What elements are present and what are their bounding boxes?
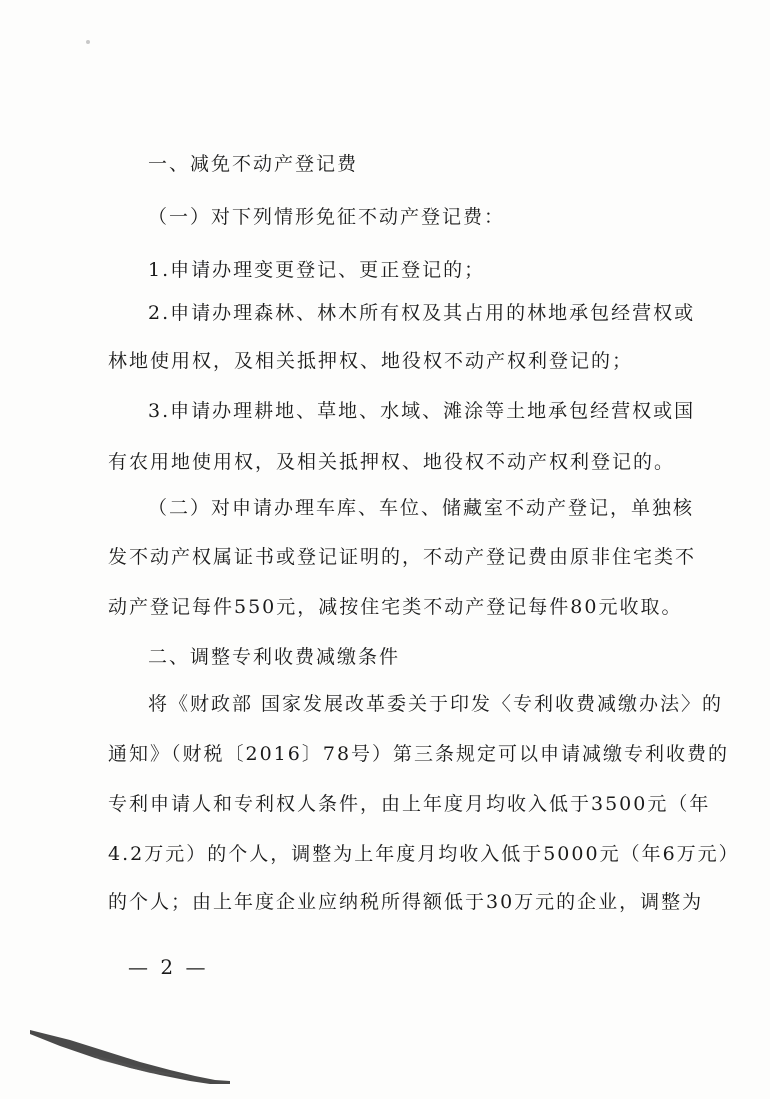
heading-1: 一、减免不动产登记费 bbox=[148, 153, 359, 175]
paragraph-line-4: 4.2万元）的个人，调整为上年度月均收入低于5000元（年6万元） bbox=[108, 843, 740, 865]
subheading-1: （一）对下列情形免征不动产登记费： bbox=[148, 206, 506, 228]
subheading-2-line-1: （二）对申请办理车库、车位、储藏室不动产登记，单独核 bbox=[148, 497, 695, 519]
subheading-2-line-2: 发不动产权属证书或登记证明的，不动产登记费由原非住宅类不 bbox=[108, 546, 697, 568]
paragraph-line-1: 将《财政部 国家发展改革委关于印发〈专利收费减缴办法〉的 bbox=[148, 693, 724, 715]
list-item-2-line-2: 林地使用权，及相关抵押权、地役权不动产权利登记的； bbox=[108, 350, 634, 372]
list-item-3-line-1: 3.申请办理耕地、草地、水域、滩涂等土地承包经营权或国 bbox=[148, 400, 696, 422]
list-item-1: 1.申请办理变更登记、更正登记的； bbox=[148, 259, 486, 281]
heading-2: 二、调整专利收费减缴条件 bbox=[148, 646, 401, 668]
paragraph-line-2: 通知》（财税〔2016〕78号）第三条规定可以申请减缴专利收费的 bbox=[108, 743, 730, 765]
subheading-2-line-3: 动产登记每件550元，减按住宅类不动产登记每件80元收取。 bbox=[108, 596, 683, 618]
page-number: — 2 — bbox=[128, 955, 209, 979]
list-item-3-line-2: 有农用地使用权，及相关抵押权、地役权不动产权利登记的。 bbox=[108, 451, 676, 473]
paragraph-line-5: 的个人；由上年度企业应纳税所得额低于30万元的企业，调整为 bbox=[108, 891, 704, 913]
scan-speck bbox=[86, 40, 90, 44]
scan-edge-shadow bbox=[30, 1018, 230, 1088]
list-item-2-line-1: 2.申请办理森林、林木所有权及其占用的林地承包经营权或 bbox=[148, 302, 696, 324]
paragraph-line-3: 专利申请人和专利权人条件，由上年度月均收入低于3500元（年 bbox=[108, 793, 711, 815]
